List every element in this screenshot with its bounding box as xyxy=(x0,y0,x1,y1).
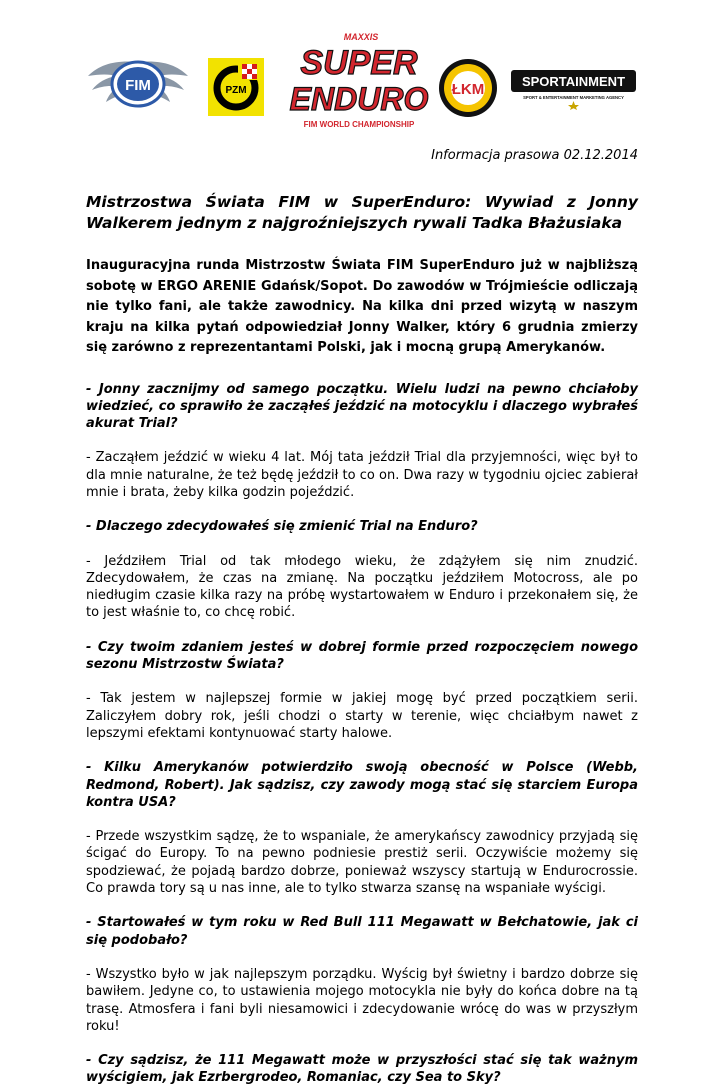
answer-3: - Tak jestem w najlepszej formie w jakiej mogę być przed początkiem serii. Zaliczyłem dobry rok, jeśli chodzi o starty w terenie, więc chciałbym nawet z lepszymi efektami kontynuować starty halowe. xyxy=(86,691,638,741)
question-1: - Jonny zacznijmy od samego początku. Wielu ludzi na pewno chciałoby wiedzieć, co sprawiło że zacząłeś jeździć na motocyklu i dlaczego wybrałeś akurat Trial? xyxy=(86,381,638,432)
sportainment-sub-text: SPORT & ENTERTAINMENT MARKETING AGENCY xyxy=(523,95,624,100)
lkm-logo xyxy=(438,58,498,118)
championship-text: FIM WORLD CHAMPIONSHIP xyxy=(303,120,415,129)
question-5: - Startowałeś w tym roku w Red Bull 111 Megawatt w Bełchatowie, jak ci się podobało? xyxy=(86,915,638,948)
superenduro-logo xyxy=(281,30,436,136)
pzm-logo xyxy=(208,58,264,116)
logo-strip xyxy=(86,30,638,140)
lead-paragraph: Inauguracyjna runda Mistrzostw Świata FIM SuperEnduro już w najbliższą sobotę w ERGO ARENIE Gdańsk/Sopot. Do zawodów w Trójmieście odliczają nie tylko fani, ale także zawodnicy. Na kilka dni przed wizytą w naszym kraju na kilka pytań odpowiedział Jonny Walker, który 6 grudnia zmierzy się zarówno z reprezentantami Polski, jak i mocną grupą Amerykanów. xyxy=(86,258,638,355)
question-6: - Czy sądzisz, że 111 Megawatt może w przyszłości stać się tak ważnym wyścigiem, jak Ezrbergrodeo, Romaniac, czy Sea to Sky? xyxy=(86,1053,638,1086)
maxxis-text: MAXXIS xyxy=(343,32,379,42)
lkm-logo-text: ŁKM xyxy=(451,81,485,98)
fim-logo xyxy=(86,54,190,114)
fim-logo-text: FIM xyxy=(125,77,151,94)
answer-1: - Zacząłem jeździć w wieku 4 lat. Mój tata jeździł Trial dla przyjemności, więc był to dla mnie naturalne, że też będę jeździł to co on. Dwa razy w tygodniu ojciec zabierał mnie i brata, żeby kilka godzin pojeździć. xyxy=(86,450,638,500)
answer-2: - Jeździłem Trial od tak młodego wieku, że zdążyłem się nim znudzić. Zdecydowałem, że czas na zmianę. Na początku jeździłem Motocross, ale po niedługim czasie kilka razy na próbę wystartowałem w Enduro i przekonałem się, że to jest właśnie to, co chcę robić. xyxy=(86,553,638,621)
super-text: SUPER xyxy=(300,44,418,82)
press-date: Informacja prasowa 02.12.2014 xyxy=(431,148,638,163)
article-title: Mistrzostwa Świata FIM w SuperEnduro: Wywiad z Jonny Walkerem jednym z najgroźniejszych rywali Tadka Błażusiaka xyxy=(86,193,638,232)
sportainment-text: SPORTAINMENT xyxy=(521,74,626,89)
question-3: - Czy twoim zdaniem jesteś w dobrej formie przed rozpoczęciem nowego sezonu Mistrzostw Świata? xyxy=(86,639,638,673)
press-release xyxy=(86,148,638,1087)
answer-4: - Przede wszystkim sądzę, że to wspaniale, że amerykańscy zawodnicy przyjadą się ścigać do Europy. To na pewno podniesie prestiż serii. Oczywiście możemy się spodziewać, że pojadą bardzo dobrze, ponieważ wszyscy startują w Endurocrossie. Co prawda tory są u nas inne, ale to tylko stwarza szansę na wspaniałe wyścigi. xyxy=(86,829,638,897)
enduro-text: ENDURO xyxy=(289,81,429,117)
answer-5: - Wszystko było w jak najlepszym porządku. Wyścig był świetny i bardzo dobrze się bawiłem. Jedyne co, to ustawienia mojego motocykla nie były do końca dobre na tą trasę. Atmosfera i fani byli niesamowici i zdecydowanie wrócę do was w przyszłym roku! xyxy=(86,966,638,1034)
question-4: - Kilku Amerykanów potwierdziło swoją obecność w Polsce (Webb, Redmond, Robert). Jak sądzisz, czy zawody mogą stać się starciem Europa kontra USA? xyxy=(86,760,638,810)
question-2: - Dlaczego zdecydowałeś się zmienić Trial na Enduro? xyxy=(86,519,478,535)
star-icon xyxy=(568,101,579,110)
pzm-logo-text: PZM xyxy=(225,85,247,96)
sportainment-logo xyxy=(511,70,636,110)
